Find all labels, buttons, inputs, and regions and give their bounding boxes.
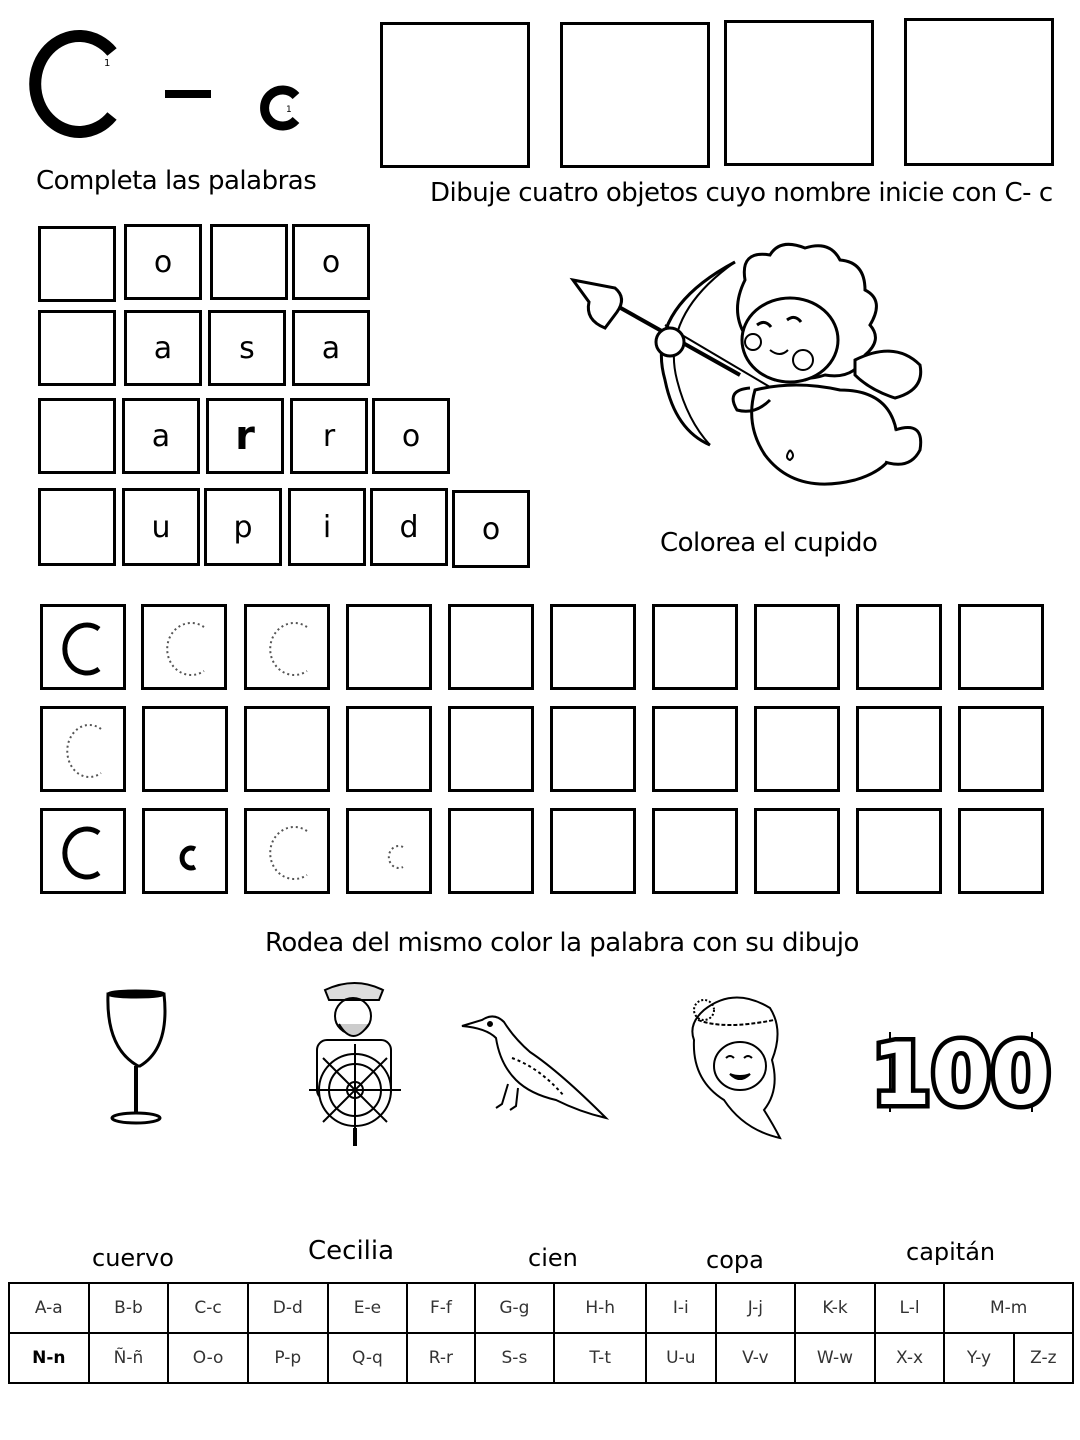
alphabet-cell: V-v (716, 1333, 796, 1383)
alphabet-cell: U-u (646, 1333, 715, 1383)
drawing-box-3[interactable] (724, 20, 874, 166)
alphabet-row-1 (9, 1283, 1073, 1333)
dotted-c-icon (144, 607, 224, 687)
drawing-box-2[interactable] (560, 22, 710, 168)
practice-cell[interactable] (652, 604, 738, 690)
word-capitan[interactable]: capitán (906, 1238, 996, 1266)
alphabet-cell: F-f (407, 1283, 474, 1333)
word-cell-blank[interactable] (38, 398, 116, 474)
alphabet-cell: E-e (328, 1283, 408, 1333)
practice-cell-model-lower-c (142, 808, 228, 894)
practice-cell-model-c (40, 808, 126, 894)
dotted-c-icon (247, 607, 327, 687)
practice-cell[interactable] (958, 706, 1044, 792)
practice-cell[interactable] (550, 604, 636, 690)
practice-cell-dotted-lower-c[interactable] (346, 808, 432, 894)
alphabet-cell: S-s (475, 1333, 555, 1383)
word-copa[interactable]: copa (706, 1246, 764, 1274)
word-cell[interactable]: p (204, 488, 282, 566)
instruction-color: Colorea el cupido (660, 528, 878, 558)
uppercase-c-tracing-icon (30, 30, 130, 138)
alphabet-cell: P-p (248, 1333, 328, 1383)
alphabet-cell: I-i (646, 1283, 715, 1333)
practice-cell[interactable] (448, 604, 534, 690)
svg-text:1: 1 (104, 58, 111, 69)
number-100-text: 100 (871, 1025, 1051, 1125)
word-cell[interactable]: u (122, 488, 200, 566)
wine-glass-picture[interactable] (100, 988, 172, 1130)
word-cell-blank[interactable] (38, 226, 116, 302)
practice-cell[interactable] (244, 706, 330, 792)
c-tracing-icon (43, 811, 123, 891)
word-cecilia[interactable]: Cecilia (308, 1236, 395, 1266)
lower-c-tracing-icon (145, 811, 225, 891)
dotted-c-icon (247, 811, 327, 891)
alphabet-cell: Y-y (944, 1333, 1013, 1383)
practice-cell-dotted-c[interactable] (244, 808, 330, 894)
c-tracing-icon (43, 607, 123, 687)
lowercase-c-tracing-icon (258, 84, 304, 132)
word-cell[interactable]: a (292, 310, 370, 386)
alphabet-cell: O-o (168, 1333, 248, 1383)
word-cell[interactable]: d (370, 488, 448, 566)
alphabet-cell: T-t (554, 1333, 646, 1383)
alphabet-cell: G-g (475, 1283, 555, 1333)
instruction-draw: Dibuje cuatro objetos cuyo nombre inicie con C- c (430, 178, 1053, 208)
practice-cell[interactable] (346, 706, 432, 792)
instruction-complete: Completa las palabras (36, 166, 317, 196)
word-cien[interactable]: cien (528, 1244, 578, 1272)
word-cell[interactable]: o (372, 398, 450, 474)
alphabet-cell: J-j (716, 1283, 796, 1333)
practice-cell-dotted-c[interactable] (244, 604, 330, 690)
header-dash (165, 90, 211, 98)
word-cell-blank[interactable] (38, 310, 116, 386)
word-cell[interactable]: o (124, 224, 202, 300)
alphabet-cell: K-k (795, 1283, 875, 1333)
captain-picture[interactable] (295, 978, 425, 1148)
alphabet-cell: M-m (944, 1283, 1073, 1333)
alphabet-cell: Z-z (1014, 1333, 1073, 1383)
practice-cell-dotted-c[interactable] (40, 706, 126, 792)
practice-cell[interactable] (142, 706, 228, 792)
practice-cell[interactable] (856, 706, 942, 792)
word-cell[interactable]: o (452, 490, 530, 568)
svg-text:1: 1 (286, 105, 292, 115)
practice-cell[interactable] (754, 604, 840, 690)
word-cell[interactable]: r (290, 398, 368, 474)
practice-cell[interactable] (652, 808, 738, 894)
alphabet-cell: L-l (875, 1283, 944, 1333)
alphabet-cell: W-w (795, 1333, 875, 1383)
practice-cell[interactable] (856, 604, 942, 690)
alphabet-cell: R-r (407, 1333, 474, 1383)
practice-cell[interactable] (754, 706, 840, 792)
alphabet-row-2 (9, 1333, 1073, 1383)
number-100-picture[interactable] (871, 1025, 1051, 1125)
drawing-box-1[interactable] (380, 22, 530, 168)
alphabet-cell: N-n (9, 1333, 89, 1383)
word-cell[interactable]: r (206, 398, 284, 474)
alphabet-cell: B-b (89, 1283, 169, 1333)
word-cell[interactable] (210, 224, 288, 300)
crow-picture[interactable] (460, 1008, 610, 1126)
word-cell[interactable]: s (208, 310, 286, 386)
word-cell[interactable]: i (288, 488, 366, 566)
practice-cell[interactable] (448, 808, 534, 894)
practice-cell[interactable] (448, 706, 534, 792)
alphabet-cell: X-x (875, 1333, 944, 1383)
practice-cell[interactable] (550, 808, 636, 894)
practice-cell[interactable] (550, 706, 636, 792)
word-cell[interactable]: a (122, 398, 200, 474)
practice-cell-dotted-c[interactable] (141, 604, 227, 690)
girl-cecilia-picture[interactable] (684, 990, 784, 1140)
dotted-c-icon (43, 709, 123, 789)
alphabet-cell: Q-q (328, 1333, 408, 1383)
alphabet-cell: A-a (9, 1283, 89, 1333)
practice-cell[interactable] (652, 706, 738, 792)
word-cell[interactable]: a (124, 310, 202, 386)
word-cuervo[interactable]: cuervo (92, 1244, 174, 1272)
alphabet-cell: H-h (554, 1283, 646, 1333)
instruction-circle: Rodea del mismo color la palabra con su dibujo (265, 928, 859, 958)
practice-cell-model-c (40, 604, 126, 690)
practice-cell[interactable] (856, 808, 942, 894)
alphabet-table (8, 1282, 1074, 1384)
cupid-illustration[interactable] (565, 240, 930, 500)
drawing-box-4[interactable] (904, 18, 1054, 166)
word-cell[interactable]: o (292, 224, 370, 300)
practice-cell[interactable] (346, 604, 432, 690)
practice-cell[interactable] (754, 808, 840, 894)
dotted-lower-c-icon (349, 811, 429, 891)
practice-cell[interactable] (958, 808, 1044, 894)
practice-cell[interactable] (958, 604, 1044, 690)
alphabet-cell: Ñ-ñ (89, 1333, 169, 1383)
word-cell-blank[interactable] (38, 488, 116, 566)
alphabet-cell: D-d (248, 1283, 328, 1333)
alphabet-cell: C-c (168, 1283, 248, 1333)
